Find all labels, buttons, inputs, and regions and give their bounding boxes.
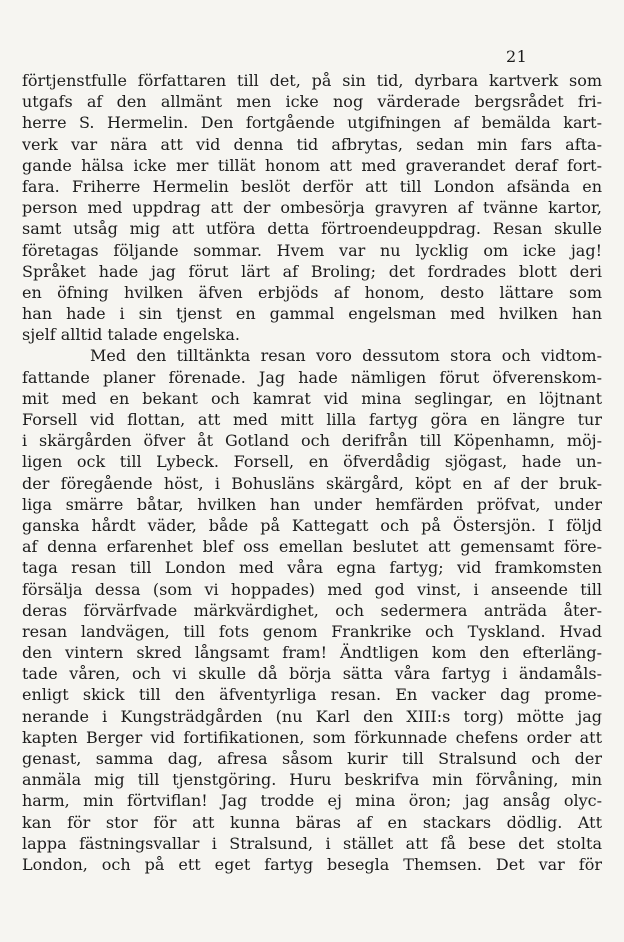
text-line: Språket hade jag förut lärt af Broling; det fordrades blott deri [22,261,602,281]
text-line: lappa fästningsvallar i Stralsund, i stället att få bese det stolta [22,833,602,853]
text-line: nerande i Kungsträdgården (nu Karl den XIII:s torg) mötte jag [22,706,602,726]
text-line: försälja dessa (som vi hoppades) med god vinst, i anseende till [22,579,602,599]
text-line: genast, samma dag, afresa såsom kurir till Stralsund och der [22,749,602,768]
text-line: Forsell vid flottan, att med mitt lilla fartyg göra en längre tur [22,410,602,429]
paragraph [22,345,602,875]
text-line: tade våren, och vi skulle då börja sätta våra fartyg i ändamåls- [22,664,602,684]
text-line: der föregående höst, i Bohusläns skärgård, köpt en af der bruk- [22,473,602,493]
text-line: person med uppdrag att der ombesörja gravyren af tvänne kartor, [22,198,602,218]
text-line: verk var nära att vid denna tid afbrytas, sedan min fars afta- [22,134,602,154]
text-line: fara. Friherre Hermelin beslöt derför att till London afsända en [22,176,602,196]
text-line: utgafs af den allmänt men icke nog värderade bergsrådet fri- [22,92,602,112]
text-line: London, och på ett eget fartyg besegla Themsen. Det var för [22,854,602,874]
text-line: fattande planer förenade. Jag hade nämligen förut öfverenskom- [22,367,602,387]
text-line: liga smärre båtar, hvilken han under hemfärden pröfvat, under [22,494,602,514]
text-line: af denna erfarenhet blef oss emellan beslutet att gemensamt före- [22,537,602,557]
text-line: gande hälsa icke mer tillät honom att med graverandet deraf fort- [22,155,602,175]
text-line: anmäla mig till tjenstgöring. Huru beskrifva min förvåning, min [22,770,602,790]
text-line: mit med en bekant och kamrat vid mina seglingar, en löjtnant [22,388,602,408]
text-line: herre S. Hermelin. Den fortgående utgifningen af bemälda kart- [22,113,602,133]
text-line: i skärgården öfver åt Gotland och derifrån till Köpenhamn, möj- [22,431,602,451]
text-line: kan för stor för att kunna bäras af en stackars dödlig. Att [22,812,602,832]
text-line: harm, min förtviflan! Jag trodde ej mina öron; jag ansåg olyc- [22,791,602,811]
text-line: han hade i sin tjenst en gammal engelsman med hvilken han [22,304,602,324]
text-line: sjelf alltid talade engelska. [22,325,240,345]
text-line: förtjenstfulle författaren till det, på sin tid, dyrbara kartverk som [22,71,602,90]
text-line: företagas följande sommar. Hvem var nu lycklig om icke jag! [22,240,602,260]
text-line: Med den tilltänkta resan voro dessutom stora och vidtom- [90,346,602,366]
text-line: resan landvägen, till fots genom Frankrike och Tyskland. Hvad [22,621,602,641]
text-line: en öfning hvilken äfven erbjöds af honom, desto lättare som [22,282,602,302]
text-line: taga resan till London med våra egna fartyg; vid framkomsten [22,558,602,578]
text-line: deras förvärfvade märkvärdighet, och sedermera anträda åter- [22,600,602,620]
text-line: ganska hårdt väder, både på Kattegatt och på Östersjön. I följd [22,515,602,535]
text-line: ligen ock till Lybeck. Forsell, en öfverdådig sjögast, hade un- [22,452,602,472]
text-line: den vintern skred långsamt fram! Ändtligen kom den efterläng- [22,643,602,663]
text-line: samt utsåg mig att utföra detta förtroendeuppdrag. Resan skulle [22,219,602,239]
page-number: 21 [506,47,528,66]
body-text [22,70,602,875]
text-line: enligt skick till den äfventyrliga resan. En vacker dag prome- [22,685,602,705]
paragraph [22,70,602,345]
text-line: kapten Berger vid fortifikationen, som förkunnade chefens order att [22,727,602,747]
